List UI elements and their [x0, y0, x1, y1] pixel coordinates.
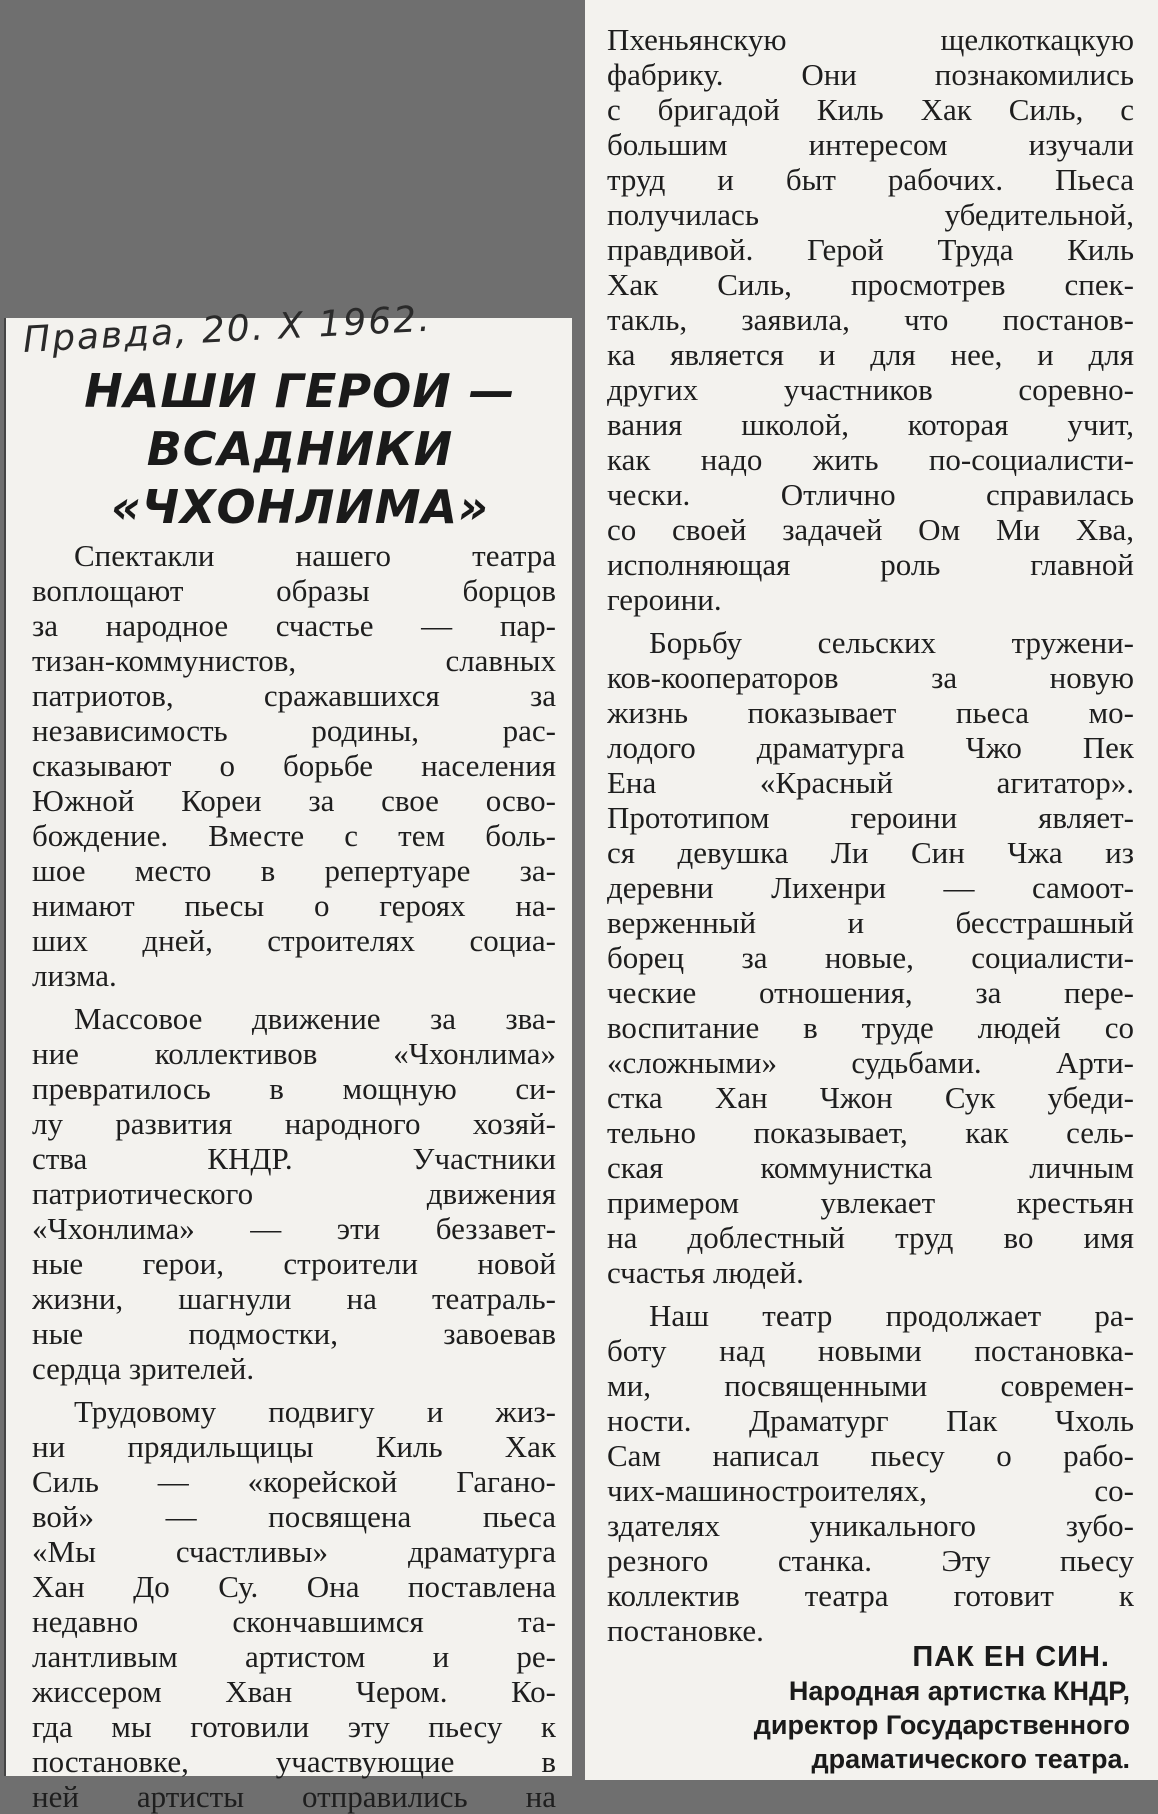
text-line: шое место в репертуаре за- — [32, 853, 556, 888]
text-line: воспитание в труде людей со — [607, 1010, 1134, 1045]
text-line: ков-кооператоров за новую — [607, 660, 1134, 695]
text-line: жиссером Хван Чером. Ко- — [32, 1674, 556, 1709]
text-line: труд и быт рабочих. Пьеса — [607, 162, 1134, 197]
text-line: Спектакли нашего театра — [74, 538, 556, 573]
text-line: сказывают о борьбе населения — [32, 748, 556, 783]
text-line: лодого драматурга Чжо Пек — [607, 730, 1134, 765]
article-body-right — [607, 22, 1134, 1648]
text-line: Сам написал пьесу о рабо- — [607, 1438, 1134, 1473]
text-line: правдивой. Герой Труда Киль — [607, 232, 1134, 267]
text-line: на доблестный труд во имя — [607, 1220, 1134, 1255]
text-line: получилась убедительной, — [607, 197, 1134, 232]
text-line: постановке. — [607, 1613, 764, 1648]
text-line: других участников соревно- — [607, 372, 1134, 407]
text-line: Наш театр продолжает ра- — [649, 1298, 1134, 1333]
text-line: резного станка. Эту пьесу — [607, 1543, 1134, 1578]
text-line: боту над новыми постановка- — [607, 1333, 1134, 1368]
text-line: ка является и для нее, и для — [607, 337, 1134, 372]
text-line: воплощают образы борцов — [32, 573, 556, 608]
text-line: фабрику. Они познакомились — [607, 57, 1134, 92]
text-line: коллектив театра готовит к — [607, 1578, 1134, 1613]
text-line: нимают пьесы о героях на- — [32, 888, 556, 923]
text-line: со своей задачей Ом Ми Хва, — [607, 512, 1134, 547]
text-line: вания школой, которая учит, — [607, 407, 1134, 442]
handwritten-date-note: Правда, 20. Х 1962. — [22, 298, 433, 361]
text-line: с бригадой Киль Хак Силь, с — [607, 92, 1134, 127]
text-line: сердца зрителей. — [32, 1351, 255, 1386]
text-line: «Мы счастливы» драматурга — [32, 1534, 556, 1569]
text-line: исполняющая роль главной — [607, 547, 1134, 582]
author-name: ПАК ЕН СИН. — [912, 1641, 1110, 1673]
text-line: Массовое движение за зва- — [74, 1001, 556, 1036]
author-signature — [610, 1640, 1130, 1776]
headline-line: НАШИ ГЕРОИ — — [84, 364, 516, 418]
text-line: за народное счастье — пар- — [32, 608, 556, 643]
text-line: недавно скончавшимся та- — [32, 1604, 556, 1639]
text-line: примером увлекает крестьян — [607, 1185, 1134, 1220]
text-line: деревни Лихенри — самоот- — [607, 870, 1134, 905]
text-line: Борьбу сельских тружени- — [649, 625, 1134, 660]
text-line: лизма. — [32, 958, 117, 993]
text-line: чих-машиностроителях, со- — [607, 1473, 1134, 1508]
article-headline — [60, 362, 540, 536]
text-line: Пхеньянскую щелкоткацкую — [607, 22, 1134, 57]
headline-line: «ЧХОНЛИМА» — [110, 480, 490, 534]
text-line: ская коммунистка личным — [607, 1150, 1134, 1185]
text-line: ства КНДР. Участники — [32, 1141, 556, 1176]
text-line: героини. — [607, 582, 722, 617]
text-line: гда мы готовили эту пьесу к — [32, 1709, 556, 1744]
text-line: ших дней, строителях социа- — [32, 923, 556, 958]
author-title-line: Народная артистка КНДР, — [788, 1676, 1130, 1706]
headline-line: ВСАДНИКИ — [146, 422, 454, 476]
article-body-left — [32, 538, 556, 1814]
text-line: независимость родины, рас- — [32, 713, 556, 748]
text-line: ми, посвященными современ- — [607, 1368, 1134, 1403]
text-line: ческие отношения, за пере- — [607, 975, 1134, 1010]
text-line: здателях уникального зубо- — [607, 1508, 1134, 1543]
text-line: Южной Кореи за свое осво- — [32, 783, 556, 818]
text-line: такль, заявила, что постанов- — [607, 302, 1134, 337]
author-title-line: директор Государственного — [753, 1710, 1130, 1740]
text-line: бождение. Вместе с тем боль- — [32, 818, 556, 853]
text-line: «сложными» судьбами. Арти- — [607, 1045, 1134, 1080]
text-line: верженный и бесстрашный — [607, 905, 1134, 940]
text-line: Хак Силь, просмотрев спек- — [607, 267, 1134, 302]
text-line: борец за новые, социалисти- — [607, 940, 1134, 975]
text-line: Силь — «корейской Гагано- — [32, 1464, 556, 1499]
text-line: тельно показывает, как сель- — [607, 1115, 1134, 1150]
text-line: Трудовому подвигу и жиз- — [74, 1394, 556, 1429]
text-line: ся девушка Ли Син Чжа из — [607, 835, 1134, 870]
text-line: большим интересом изучали — [607, 127, 1134, 162]
text-line: патриотов, сражавшихся за — [32, 678, 556, 713]
text-line: превратилось в мощную си- — [32, 1071, 556, 1106]
text-line: жизни, шагнули на театраль- — [32, 1281, 556, 1316]
text-line: Прототипом героини являет- — [607, 800, 1134, 835]
text-line: жизнь показывает пьеса мо- — [607, 695, 1134, 730]
text-line: патриотического движения — [32, 1176, 556, 1211]
author-title-line: драматического театра. — [811, 1744, 1130, 1774]
text-line: счастья людей. — [607, 1255, 804, 1290]
text-line: чески. Отлично справилась — [607, 477, 1134, 512]
text-line: тизан-коммунистов, славных — [32, 643, 556, 678]
text-line: Хан До Су. Она поставлена — [32, 1569, 556, 1604]
text-line: ни прядильщицы Киль Хак — [32, 1429, 556, 1464]
text-line: лантливым артистом и ре- — [32, 1639, 556, 1674]
text-line: постановке, участвующие в — [32, 1744, 556, 1779]
text-line: ние коллективов «Чхонлима» — [32, 1036, 556, 1071]
text-line: как надо жить по-социалисти- — [607, 442, 1134, 477]
text-line: ные герои, строители новой — [32, 1246, 556, 1281]
text-line: вой» — посвящена пьеса — [32, 1499, 556, 1534]
text-line: ности. Драматург Пак Чхоль — [607, 1403, 1134, 1438]
text-line: ней артисты отправились на — [32, 1779, 556, 1814]
text-line: ные подмостки, завоевав — [32, 1316, 556, 1351]
text-line: стка Хан Чжон Сук убеди- — [607, 1080, 1134, 1115]
text-line: «Чхонлима» — эти беззавет- — [32, 1211, 556, 1246]
text-line: Ена «Красный агитатор». — [607, 765, 1134, 800]
text-line: лу развития народного хозяй- — [32, 1106, 556, 1141]
